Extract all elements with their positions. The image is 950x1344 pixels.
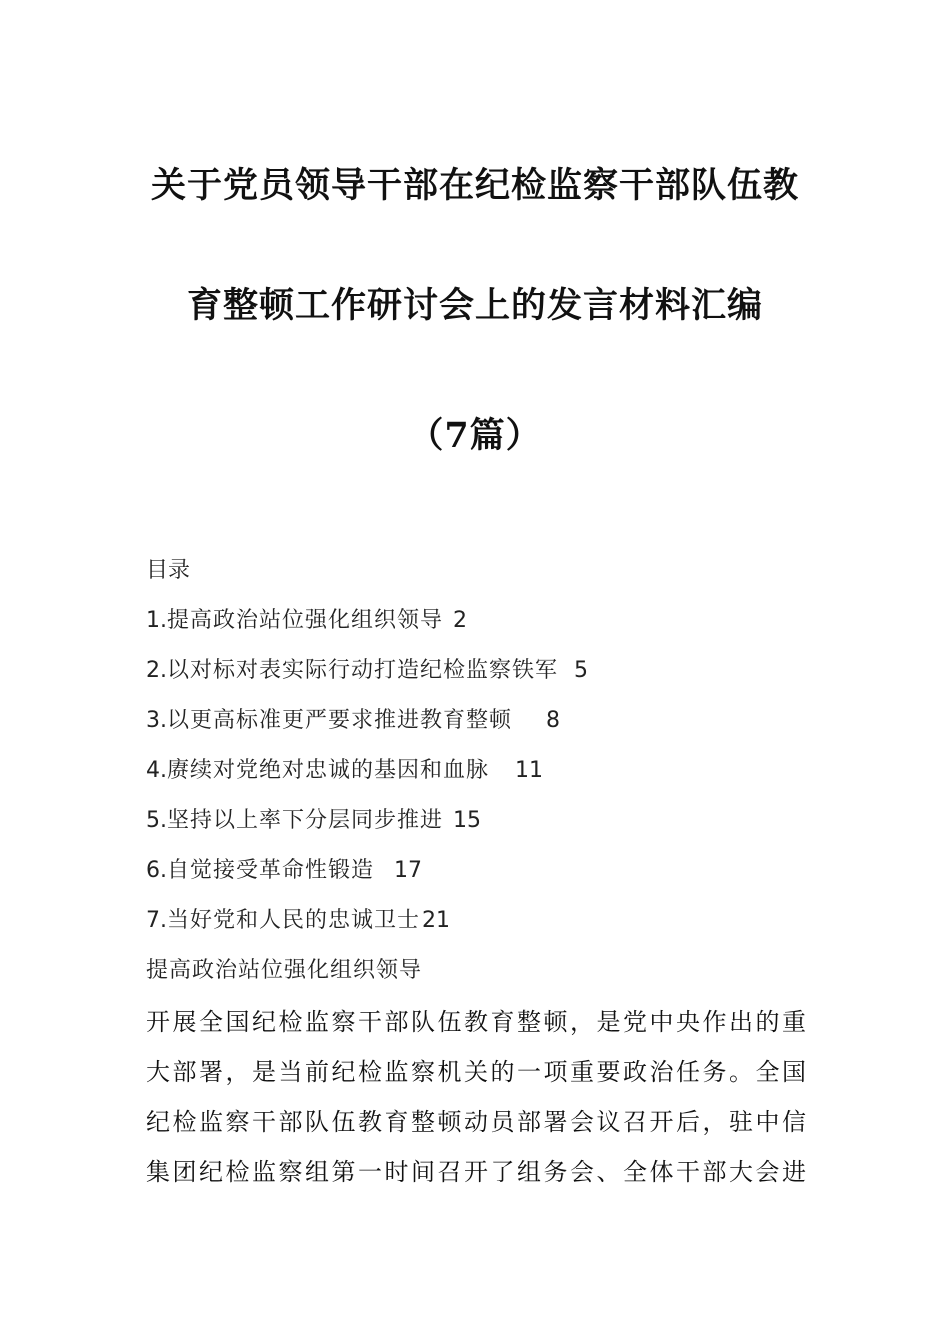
toc-item-page: 17 bbox=[394, 858, 423, 883]
toc-item-text: 赓续对党绝对忠诚的基因和血脉 bbox=[167, 758, 490, 783]
toc-item-number: 6. bbox=[146, 858, 167, 883]
toc-item-number: 2. bbox=[146, 658, 167, 683]
toc-item-number: 4. bbox=[146, 758, 167, 783]
toc-item-text: 提高政治站位强化组织领导 bbox=[167, 608, 444, 633]
title-line-2: 育整顿工作研讨会上的发言材料汇编 bbox=[186, 285, 763, 326]
toc-item-text: 坚持以上率下分层同步推进 bbox=[167, 808, 444, 833]
body-line: 集团纪检监察组第一时间召开了组务会、全体干部大会进 bbox=[146, 1158, 806, 1186]
toc-item[interactable] bbox=[146, 903, 450, 934]
toc-item[interactable] bbox=[146, 753, 543, 784]
toc-item[interactable] bbox=[146, 703, 560, 734]
body-line: 开展全国纪检监察干部队伍教育整顿，是党中央作出的重 bbox=[146, 1008, 806, 1036]
toc-item-number: 5. bbox=[146, 808, 167, 833]
toc-item-number: 7. bbox=[146, 908, 167, 933]
toc-item[interactable] bbox=[146, 803, 481, 834]
toc-item-page: 21 bbox=[422, 908, 451, 933]
toc-item-text: 当好党和人民的忠诚卫士 bbox=[167, 908, 421, 933]
toc-item[interactable] bbox=[146, 653, 588, 684]
toc-item-text: 以更高标准更严要求推进教育整顿 bbox=[167, 708, 513, 733]
title-count: （7篇） bbox=[408, 415, 542, 456]
toc-item-number: 1. bbox=[146, 608, 167, 633]
toc-item[interactable] bbox=[146, 603, 467, 634]
section-title: 提高政治站位强化组织领导 bbox=[146, 958, 423, 983]
toc-item[interactable] bbox=[146, 853, 422, 884]
toc-item-page: 11 bbox=[515, 758, 544, 783]
title-line-1: 关于党员领导干部在纪检监察干部队伍教 bbox=[150, 165, 799, 206]
body-line: 大部署，是当前纪检监察机关的一项重要政治任务。全国 bbox=[146, 1058, 806, 1086]
toc-item-page: 5 bbox=[574, 658, 589, 683]
toc-item-page: 15 bbox=[453, 808, 482, 833]
toc-item-page: 2 bbox=[453, 608, 468, 633]
toc-item-page: 8 bbox=[546, 708, 561, 733]
toc-item-text: 自觉接受革命性锻造 bbox=[167, 858, 375, 883]
body-line: 纪检监察干部队伍教育整顿动员部署会议召开后，驻中信 bbox=[146, 1108, 806, 1136]
toc-heading: 目录 bbox=[146, 558, 191, 583]
toc-item-text: 以对标对表实际行动打造纪检监察铁军 bbox=[167, 658, 559, 683]
toc-item-number: 3. bbox=[146, 708, 167, 733]
